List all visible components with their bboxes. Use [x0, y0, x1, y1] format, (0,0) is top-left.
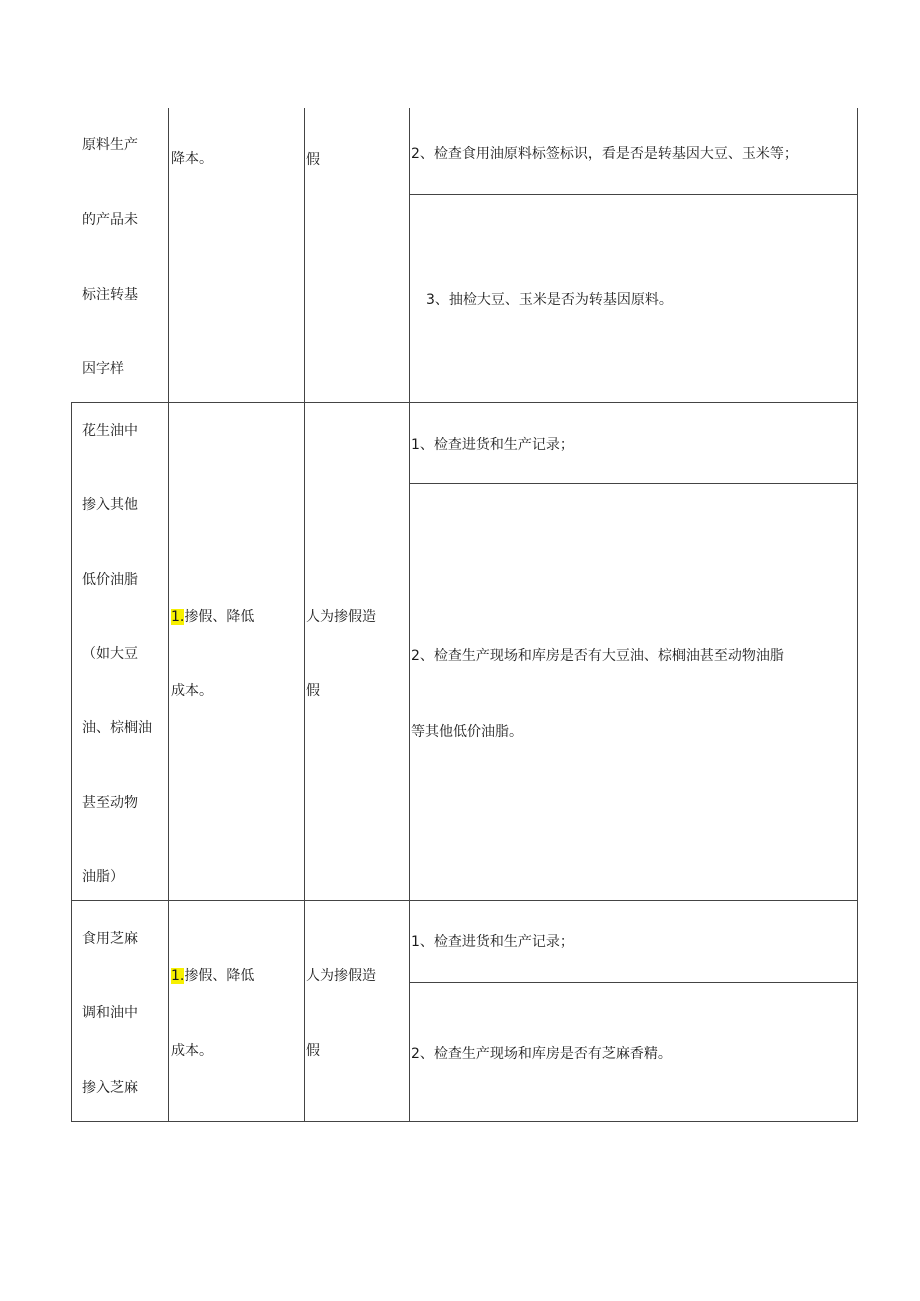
row-divider-2 [71, 900, 858, 901]
check-text-line: 2、检查生产现场和库房是否有大豆油、棕榈油甚至动物油脂 [411, 648, 784, 664]
check-text-line: 等其他低价油脂。 [411, 724, 523, 740]
item-text-line: 调和油中 [82, 1005, 138, 1021]
item-text-line: 掺入其他 [82, 497, 138, 513]
item-text-line: 因字样 [82, 361, 124, 377]
item-text-line: 食用芝麻 [82, 931, 138, 947]
check-text-line: 3、抽检大豆、玉米是否为转基因原料。 [426, 292, 673, 308]
item-text-line: 甚至动物 [82, 795, 138, 811]
table-border-left [71, 403, 72, 1122]
check-text-line: 2、检查食用油原料标签标识，看是否是转基因大豆、玉米等； [411, 146, 798, 162]
reason-text-line: 成本。 [171, 683, 213, 699]
row2-sub-divider [409, 483, 858, 484]
reason-text-line [171, 967, 254, 985]
reason-text: 掺假、降低 [184, 609, 255, 625]
row-divider-1 [71, 402, 858, 403]
table-border-right [857, 108, 858, 1122]
reason-text-line: 成本。 [171, 1043, 213, 1059]
item-text-line: 花生油中 [82, 423, 138, 439]
item-text-line: 标注转基 [82, 287, 138, 303]
col-divider-1 [168, 108, 169, 1122]
reason-text-line: 降本。 [171, 151, 213, 167]
check-text-line: 2、检查生产现场和库房是否有芝麻香精。 [411, 1046, 672, 1062]
col-divider-3 [409, 108, 410, 1122]
col-divider-2 [304, 108, 305, 1122]
type-text-line: 假 [306, 1043, 320, 1059]
reason-text-line [171, 608, 254, 626]
item-text-line: （如大豆 [82, 646, 138, 662]
type-text-line: 假 [306, 683, 320, 699]
table-border-bottom [71, 1121, 858, 1122]
item-text-line: 低价油脂 [82, 572, 138, 588]
reason-text: 掺假、降低 [184, 968, 255, 984]
check-text-line: 1、检查进货和生产记录； [411, 934, 574, 950]
highlighted-number: 1. [171, 968, 185, 984]
row3-sub-divider [409, 982, 858, 983]
item-text-line: 油脂） [82, 869, 124, 885]
item-text-line: 油、棕榈油 [82, 720, 152, 736]
type-text-line: 假 [306, 152, 320, 168]
type-text-line: 人为掺假造 [306, 609, 376, 625]
item-text-line: 掺入芝麻 [82, 1080, 138, 1096]
row1-sub-divider [409, 194, 858, 195]
check-text-line: 1、检查进货和生产记录； [411, 437, 574, 453]
item-text-line: 原料生产 [82, 137, 138, 153]
type-text-line: 人为掺假造 [306, 968, 376, 984]
highlighted-number: 1. [171, 609, 185, 625]
item-text-line: 的产品未 [82, 212, 138, 228]
